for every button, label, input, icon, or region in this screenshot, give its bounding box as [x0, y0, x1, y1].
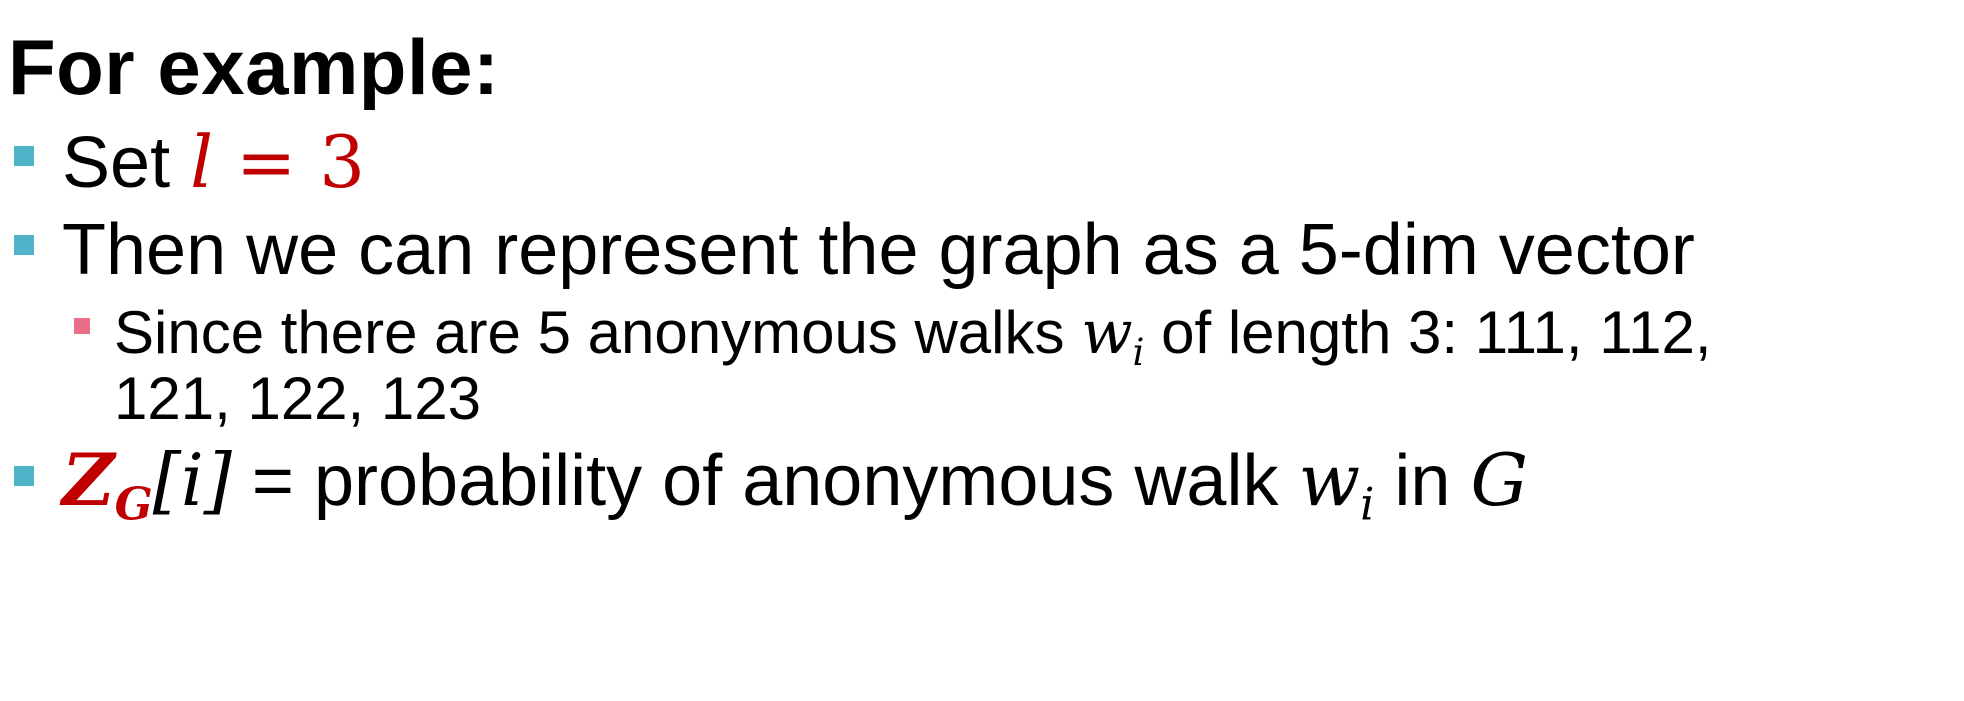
- sub-bullet-text-after: of length 3: 111, 112,: [1144, 299, 1712, 366]
- bullet-marker: [14, 146, 34, 166]
- math-w: w: [1298, 438, 1361, 522]
- math-sub-i: i: [1360, 478, 1375, 531]
- slide-heading: For example:: [8, 23, 500, 111]
- bullet-text: [62, 437, 1528, 531]
- sub-bullet-marker: [74, 318, 90, 334]
- math-index-i: [i]: [152, 438, 232, 522]
- math-z: Z: [62, 437, 115, 522]
- math-l: l: [190, 120, 214, 204]
- bullet-label: Set: [62, 123, 191, 203]
- bullet-marker: [14, 235, 34, 255]
- bullet-text-mid: = probability of anonymous walk: [231, 441, 1299, 521]
- math-sub-i: i: [1132, 329, 1145, 374]
- bullet-text-in: in: [1374, 441, 1471, 521]
- math-w: w: [1081, 298, 1133, 368]
- math-z-sub-g: G: [114, 477, 153, 531]
- bullet-text: [62, 120, 366, 204]
- bullet-text: Then we can represent the graph as a 5-dim vector: [62, 210, 1695, 290]
- sub-bullet-line-1: [114, 298, 1712, 374]
- sub-bullet-line-2: 121, 122, 123: [114, 365, 482, 432]
- math-g: G: [1470, 438, 1528, 522]
- sub-bullet-text-before: Since there are 5 anonymous walks: [114, 299, 1082, 366]
- bullet-marker: [14, 466, 34, 486]
- math-equals-3: = 3: [213, 120, 366, 204]
